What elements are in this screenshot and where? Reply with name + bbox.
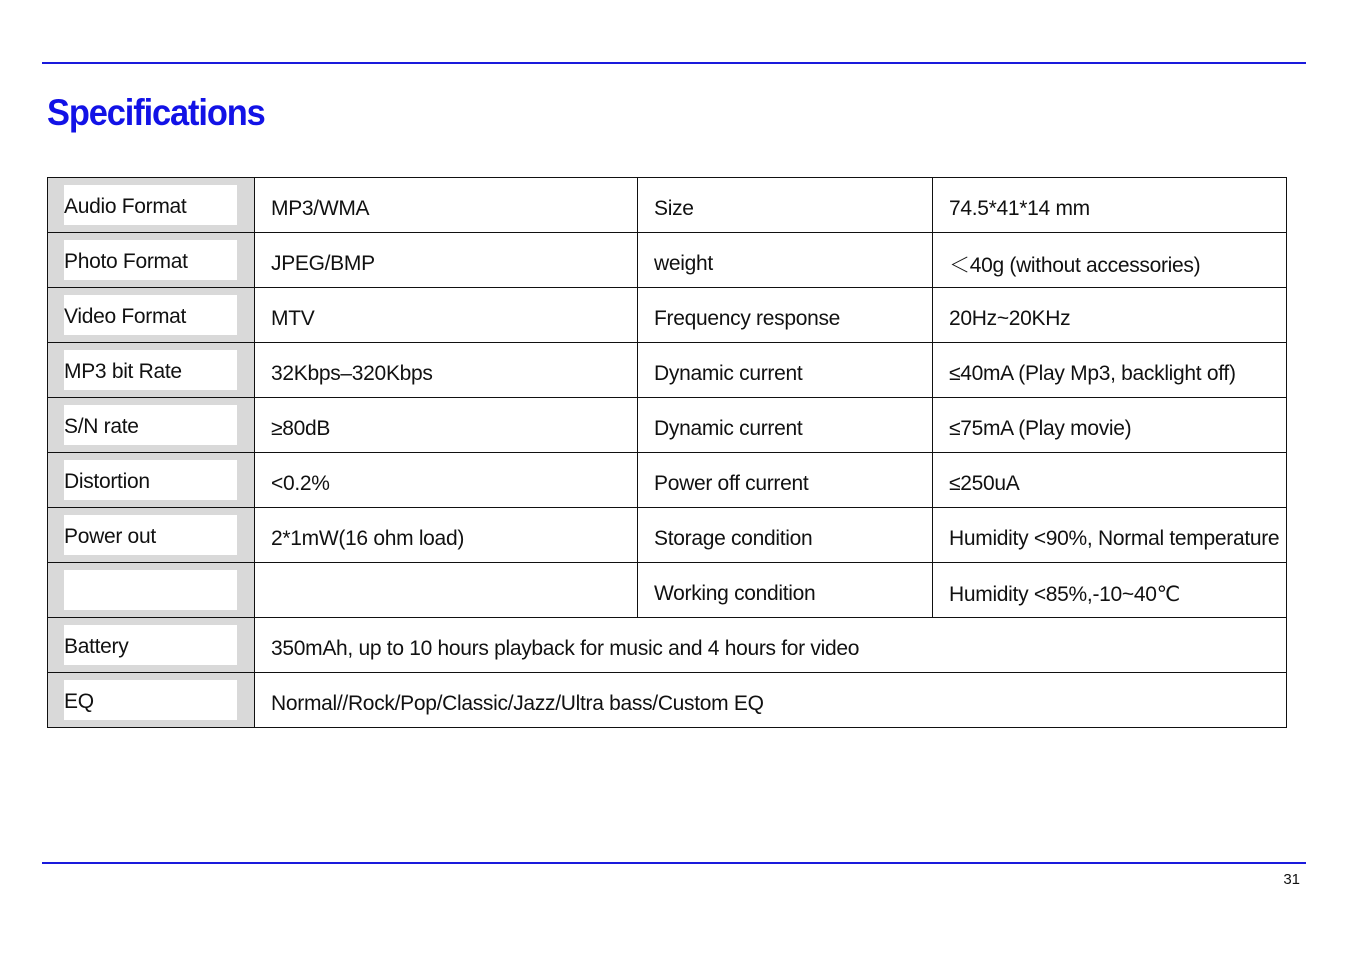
spec-label-cell-2	[638, 288, 933, 343]
spec-value: <0.2%	[271, 472, 330, 495]
spec-label-cell	[48, 178, 255, 233]
spec-value-cell-2	[933, 398, 1287, 453]
spec-label: MP3 bit Rate	[64, 350, 237, 390]
spec-value-2: ＜40g (without accessories)	[949, 254, 1201, 277]
spec-value: MTV	[271, 307, 315, 330]
spec-value: JPEG/BMP	[271, 252, 375, 275]
table-row	[48, 563, 1287, 618]
spec-label-cell	[48, 563, 255, 618]
spec-label: Battery	[64, 625, 237, 665]
spec-value-cell	[255, 288, 638, 343]
spec-value-cell	[255, 398, 638, 453]
spec-label: Photo Format	[64, 240, 237, 280]
spec-label-cell	[48, 398, 255, 453]
spec-value: 350mAh, up to 10 hours playback for music and 4 hours for video	[271, 637, 860, 660]
spec-label-cell-2	[638, 453, 933, 508]
spec-value-cell-2	[933, 563, 1287, 618]
header-rule	[42, 62, 1306, 64]
spec-value-cell	[255, 453, 638, 508]
spec-label-cell-2	[638, 233, 933, 288]
spec-label: EQ	[64, 680, 237, 720]
table-row	[48, 453, 1287, 508]
spec-value-2: ≤75mA (Play movie)	[949, 417, 1132, 440]
spec-label	[64, 570, 237, 610]
spec-value-2: ≤250uA	[949, 472, 1020, 495]
spec-label-cell-2	[638, 343, 933, 398]
spec-label-2: Storage condition	[654, 527, 813, 550]
spec-value-2: 20Hz~20KHz	[949, 307, 1071, 330]
spec-label: S/N rate	[64, 405, 237, 445]
table-row	[48, 673, 1287, 728]
spec-value-cell-wide	[255, 673, 1287, 728]
spec-label-2: Frequency response	[654, 307, 841, 330]
spec-value: 32Kbps–320Kbps	[271, 362, 433, 385]
spec-label-cell	[48, 288, 255, 343]
spec-label: Audio Format	[64, 185, 237, 225]
table-row	[48, 233, 1287, 288]
spec-label-cell-2	[638, 178, 933, 233]
spec-value: 2*1mW(16 ohm load)	[271, 527, 465, 550]
spec-label-cell	[48, 618, 255, 673]
spec-value-cell-2	[933, 288, 1287, 343]
spec-label-2: Size	[654, 197, 694, 220]
table-row	[48, 618, 1287, 673]
spec-label-cell-2	[638, 563, 933, 618]
spec-value-2: 74.5*41*14 mm	[949, 197, 1090, 220]
spec-value-cell	[255, 508, 638, 563]
spec-value: MP3/WMA	[271, 197, 370, 220]
table-row	[48, 288, 1287, 343]
spec-value-cell-2	[933, 508, 1287, 563]
spec-label: Power out	[64, 515, 237, 555]
spec-label-cell-2	[638, 508, 933, 563]
spec-label-cell	[48, 233, 255, 288]
specifications-table	[47, 177, 1287, 728]
spec-value-2: Humidity <85%,-10~40℃	[949, 582, 1180, 606]
spec-value-cell-2	[933, 453, 1287, 508]
spec-label-cell	[48, 508, 255, 563]
spec-value-cell	[255, 563, 638, 618]
table-row	[48, 508, 1287, 563]
table-row	[48, 343, 1287, 398]
spec-label-2: Dynamic current	[654, 417, 803, 440]
spec-value-2: ≤40mA (Play Mp3, backlight off)	[949, 362, 1236, 385]
spec-label-2: Dynamic current	[654, 362, 803, 385]
spec-label: Video Format	[64, 295, 237, 335]
spec-label-cell	[48, 673, 255, 728]
spec-value	[255, 586, 637, 594]
spec-value-cell-2	[933, 343, 1287, 398]
page-number: 31	[1283, 871, 1300, 888]
spec-label-cell	[48, 453, 255, 508]
page-title: Specifications	[47, 92, 265, 133]
footer-rule	[42, 862, 1306, 864]
spec-value-cell-wide	[255, 618, 1287, 673]
spec-value-cell-2	[933, 233, 1287, 288]
table-row	[48, 398, 1287, 453]
spec-value-2: Humidity <90%, Normal temperature	[949, 527, 1280, 550]
spec-value: Normal//Rock/Pop/Classic/Jazz/Ultra bass/Custom EQ	[271, 692, 764, 715]
spec-value-cell	[255, 233, 638, 288]
spec-label-cell	[48, 343, 255, 398]
table-row	[48, 178, 1287, 233]
spec-value-cell	[255, 178, 638, 233]
spec-value-cell-2	[933, 178, 1287, 233]
spec-label-2: weight	[654, 252, 713, 275]
spec-label-2: Power off current	[654, 472, 809, 495]
spec-label-2: Working condition	[654, 582, 816, 605]
spec-value: ≥80dB	[271, 417, 331, 440]
spec-label: Distortion	[64, 460, 237, 500]
spec-label-cell-2	[638, 398, 933, 453]
spec-value-cell	[255, 343, 638, 398]
